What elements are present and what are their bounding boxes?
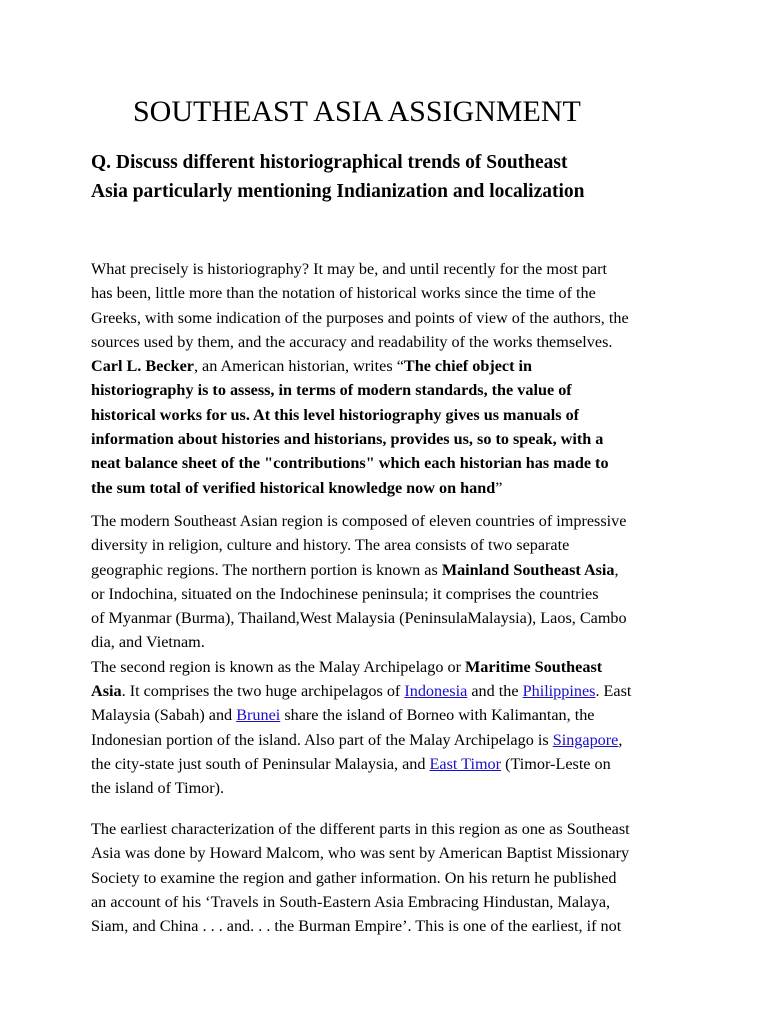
text-line bbox=[91, 703, 731, 727]
text-line: The earliest characterization of the different parts in this region as one as Southeast bbox=[91, 820, 630, 838]
quote-line bbox=[91, 476, 731, 500]
text-line: Asia was done by Howard Malcom, who was sent by American Baptist Missionary bbox=[91, 844, 630, 863]
quote-text: information about histories and historians, provides us, so to speak, with a bbox=[91, 430, 604, 449]
text-run: Indonesian portion of the island. Also part of the Malay Archipelago is bbox=[91, 730, 553, 749]
bold-term: Asia bbox=[91, 682, 122, 701]
text-line: What precisely is historiography? It may be, and until recently for the most part bbox=[91, 260, 608, 278]
text-run: geographic regions. The northern portion is known as bbox=[91, 560, 442, 579]
east-timor-link[interactable]: East Timor bbox=[429, 754, 502, 773]
text-run: (Timor-Leste on bbox=[501, 754, 611, 773]
text-line bbox=[91, 679, 731, 703]
text-line: Greeks, with some indication of the purposes and points of view of the authors, the bbox=[91, 308, 629, 327]
bold-term: Maritime Southeast bbox=[465, 657, 603, 676]
text-run: , bbox=[618, 730, 623, 749]
text-run: ” bbox=[495, 478, 503, 497]
bold-term: Mainland Southeast Asia bbox=[441, 560, 615, 579]
text-line: diversity in religion, culture and history. The area consists of two separate bbox=[91, 536, 570, 555]
brunei-link[interactable]: Brunei bbox=[236, 706, 281, 725]
indonesia-link[interactable]: Indonesia bbox=[404, 682, 468, 701]
quote-line bbox=[91, 451, 731, 475]
quote-text: The chief object in bbox=[403, 357, 533, 376]
text-line: dia, and Vietnam. bbox=[91, 633, 205, 652]
text-run: share the island of Borneo with Kalimantan, the bbox=[280, 706, 595, 725]
text-run: and the bbox=[467, 682, 523, 701]
text-run: the city-state just south of Peninsular Malaysia, and bbox=[91, 754, 430, 773]
text-line: sources used by them, and the accuracy and readability of the works themselves. bbox=[91, 332, 613, 351]
text-line bbox=[91, 728, 731, 752]
text-line: The modern Southeast Asian region is composed of eleven countries of impressive bbox=[91, 512, 627, 530]
text-line: Society to examine the region and gather information. On his return he published bbox=[91, 868, 617, 887]
question-heading bbox=[91, 148, 751, 206]
text-run: The second region is known as the Malay Archipelago or bbox=[91, 657, 466, 676]
text-line bbox=[91, 655, 731, 679]
text-line: has been, little more than the notation of historical works since the time of the bbox=[91, 284, 596, 303]
document-title: SOUTHEAST ASIA ASSIGNMENT bbox=[133, 95, 581, 128]
text-line: an account of his ‘Travels in South-Eastern Asia Embracing Hindustan, Malaya, bbox=[91, 892, 611, 911]
quote-line bbox=[91, 378, 731, 402]
text-run: Malaysia (Sabah) and bbox=[91, 706, 237, 725]
quote-text: historical works for us. At this level historiography gives us manuals of bbox=[91, 405, 580, 424]
text-line: or Indochina, situated on the Indochinese peninsula; it comprises the countries bbox=[91, 584, 599, 603]
quote-line bbox=[91, 403, 731, 427]
quote-line bbox=[91, 427, 731, 451]
text-line: Siam, and China . . . and. . . the Burman Empire’. This is one of the earliest, if not bbox=[91, 917, 622, 936]
paragraph-historiography bbox=[91, 257, 731, 500]
question-line: Asia particularly mentioning Indianization and localization bbox=[91, 181, 585, 202]
text-line: of Myanmar (Burma), Thailand,West Malaysia (PeninsulaMalaysia), Laos, Cambo bbox=[91, 609, 627, 628]
text-line bbox=[91, 752, 731, 776]
text-line: the island of Timor). bbox=[91, 779, 225, 798]
quote-text: neat balance sheet of the "contributions" which each historian has made to bbox=[91, 454, 609, 473]
text-line bbox=[91, 354, 731, 378]
text-run: . It comprises the two huge archipelagos of bbox=[121, 682, 405, 701]
paragraph-characterization bbox=[91, 817, 731, 938]
author-name: Carl L. Becker bbox=[91, 357, 194, 376]
question-line: Q. Discuss different historiographical trends of Southeast bbox=[91, 152, 568, 173]
text-line bbox=[91, 558, 731, 582]
text-run: . East bbox=[595, 682, 632, 701]
text-run: , bbox=[614, 560, 619, 579]
singapore-link[interactable]: Singapore bbox=[552, 730, 619, 749]
text-run: , an American historian, writes “ bbox=[193, 357, 404, 376]
philippines-link[interactable]: Philippines bbox=[522, 682, 596, 701]
paragraph-regions bbox=[91, 509, 731, 801]
quote-text: historiography is to assess, in terms of modern standards, the value of bbox=[91, 381, 572, 400]
quote-text: the sum total of verified historical knowledge now on hand bbox=[91, 478, 496, 497]
